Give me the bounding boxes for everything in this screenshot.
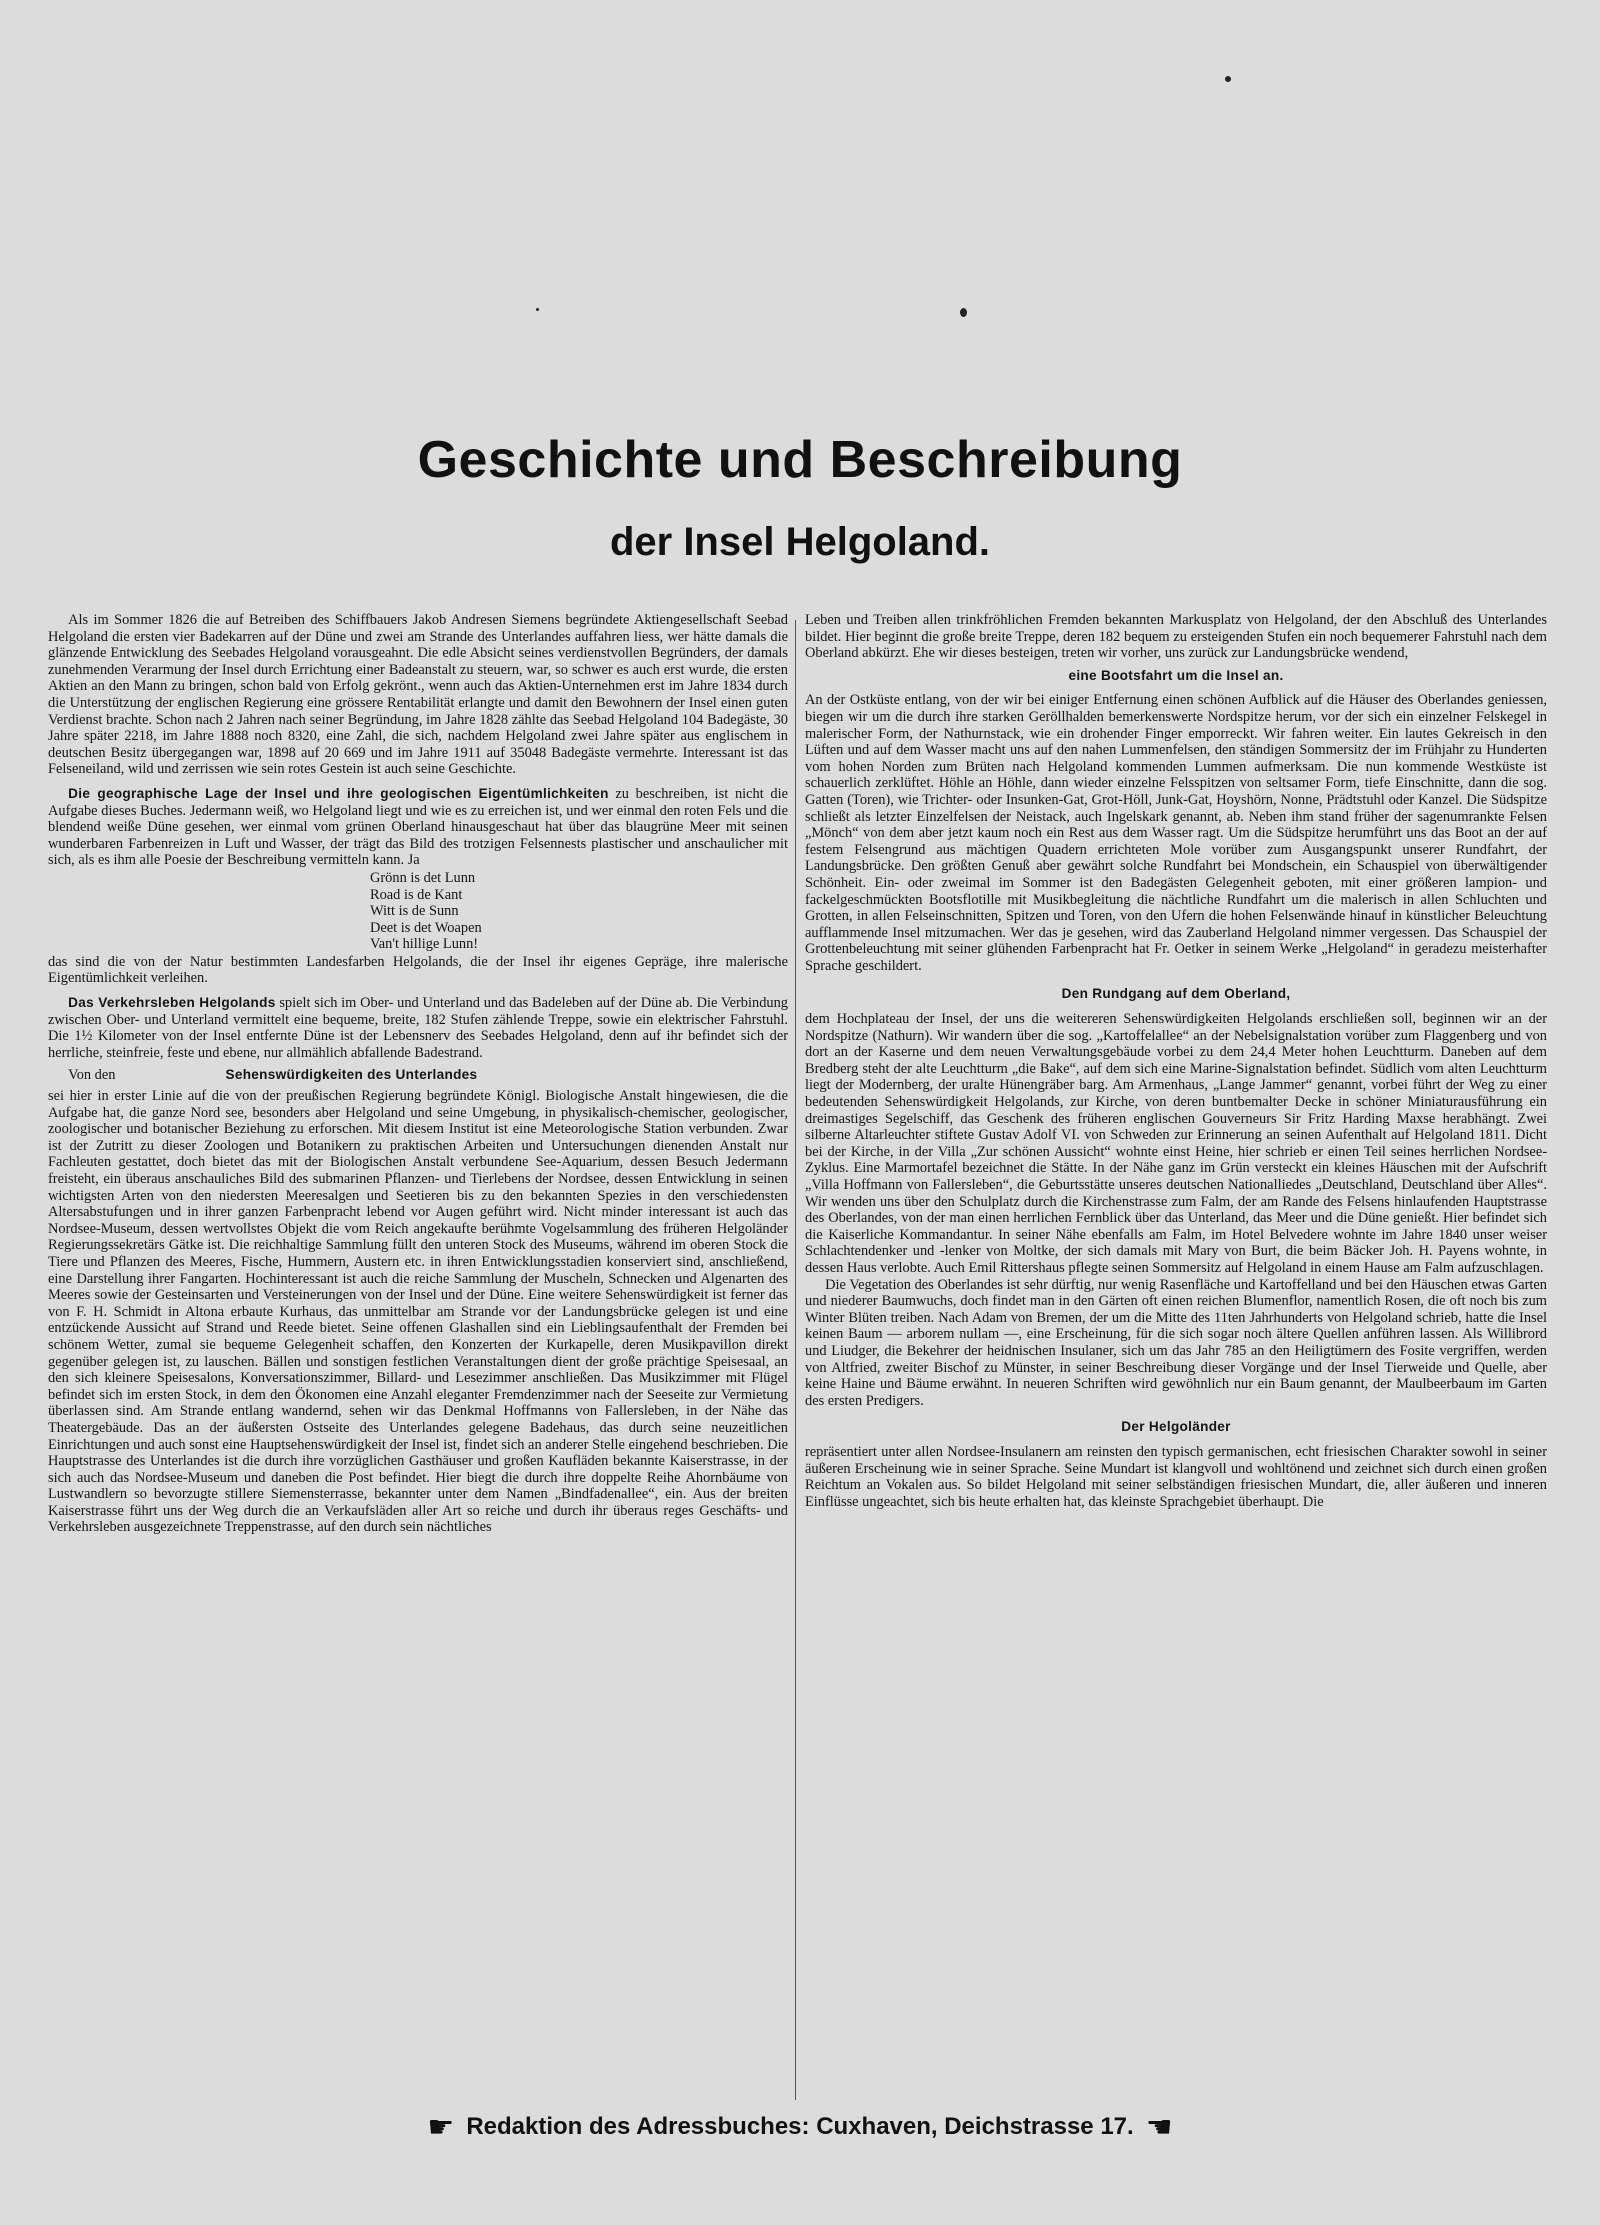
footer-line (0, 2110, 1600, 2145)
paragraph: das sind die von der Natur bestimmten Landesfarben Helgolands, die der Insel ihr eigenes Gepräge, ihre malerische Eigentümlichkeit verleihen. (48, 953, 788, 987)
verse-line: Van't hillige Lunn! (370, 936, 479, 953)
paragraph: Leben und Treiben allen trinkfröhlichen Fremden bekannten Markusplatz von Helgoland, der den Abschluß des Unterlandes bildet. Hier beginnt die große breite Treppe, deren 182 bequem zu ersteigenden Stufen ein noch bequemerer Fahrstuhl nach dem Oberland abkürzt. Ehe wir dieses besteigen, treten wir vorher, uns zurück zur Landungsbrücke wendend, (805, 612, 1547, 662)
paragraph-lead (48, 1067, 788, 1084)
section-heading: eine Bootsfahrt um die Insel an. (1068, 667, 1284, 683)
paragraph (48, 786, 788, 869)
column-divider (795, 620, 796, 2100)
paragraph: dem Hochplateau der Insel, der uns die weitereren Sehenswürdigkeiten Helgolands erschließen soll, beginnen wir an der Nordspitze (Nathurn). Wir wandern über die sog. „Kartoffelallee“ an der Nebelsignalstation vorüber zum Flaggenberg und von dort an der Kaserne und dem neuen Verwaltungsgebäude vorbei zu dem 24,4 Meter hohen Leuchtturm. Daneben auf dem Bredberg steht der alte Leuchtturm „die Bake“, auf dem sich eine Marine-Signalstation befindet. Südlich vom alten Leuchtturm liegt der Modernberg, der uralte Hünengräber barg. Am Armenhaus, „Lange Jammer“ genannt, vorbei führt der Weg zu einer bedeutenden Sehenswürdigkeit Helgolands, zur Kirche, von deren buntbemalter Decke in schöner Miniaturausführung ein dreimastiges Segelschiff, das Geschenk des früheren englischen Gouverneurs Sir Fritz Harding Maxse herabhängt. Zwei silberne Altarleuchter stiftete Gustav Adolf VI. von Schweden zur Erinnerung an seinen Aufenthalt auf Helgoland 1811. Dicht bei der Kirche, in der Villa „Zur schönen Aussicht“ wohnte einst Heine, hier schrieb er einen Teil seines herrlichen Nordsee-Zyklus. Eine Marmortafel bezeichnet die Stätte. In der Nähe ganz im Grün versteckt ein kleines Häuschen mit der Aufschrift „Villa Hoffmann von Fallersleben“, die Geburtsstätte unseres deutschen Nationalliedes „Deutschland, Deutschland über Alles“. Wir wenden uns über den Schulplatz durch die Kirchenstrasse zum Falm, der am Rande des Felsens hinlaufenden Hauptstrasse des Oberlandes, von der man einen herrlichen Fernblick über das Unterland, das Meer und die Düne genießt. Hier befindet sich die Kaiserliche Kommandantur. In seiner Nähe ebenfalls am Falm, im Hotel Belvedere wohnte im Jahre 1840 unser weiser Schlachtendenker und -lenker von Moltke, der sich damals mit Mary von Burt, die beim Bäcker Joh. H. Payens wohnte, in dessen Haus verlobte. Auch Emil Rittershaus pflegte seinen Sommersitz auf Helgoland in einem Hause am Falm aufzuschlagen. (805, 1011, 1547, 1276)
run-in-heading: Die geographische Lage der Insel und ihre geologischen Eigentümlichkeiten (68, 785, 609, 801)
paragraph-text: zu beschreiben, ist nicht die Aufgabe dieses Buches. Jedermann weiß, wo Helgoland liegt und wie es zu erreichen ist, und wer einmal den roten Fels und die blendend weiße Düne gesehen, wer einmal vom grünen Oberland hinausgeschaut hat über das blaugrüne Meer mit seinen wunderbaren Farbenreizen in Luft und Wasser, der trägt das Bild des trotzigen Felsennests plastischer und anschaulicher mit sich, als es ihm alle Poesie der Beschreibung vermitteln kann. Ja (48, 785, 788, 869)
pointing-hand-left-icon: ☚ (1145, 2111, 1173, 2144)
paragraph: repräsentiert unter allen Nordsee-Insulanern am reinsten den typisch germanischen, echt friesischen Charakter sowohl in seiner äußeren Erscheinung wie in seiner Sprache. Seine Mundart ist klangvoll und wohltönend und zeichnet sich durch einen großen Reichtum an Vokalen aus. So bildet Helgoland mit seiner selbständigen friesischen Mundart, die, aller äußeren und inneren Einflüsse ungeachtet, sich bis heute erhalten hat, das kleinste Sprachgebiet überhaupt. Die (805, 1443, 1547, 1510)
verse-line: Grönn is det Lunn (370, 869, 476, 886)
footer-text: Redaktion des Adressbuches: Cuxhaven, Deichstrasse 17. (466, 2112, 1134, 2140)
pointing-hand-right-icon: ☛ (427, 2111, 455, 2144)
lead-text: Von den (68, 1067, 116, 1084)
ink-speck (960, 308, 967, 317)
verse-line: Witt is de Sunn (370, 903, 459, 920)
verse-line: Deet is det Woapen (370, 919, 482, 936)
section-heading: Der Helgoländer (1121, 1419, 1231, 1435)
ink-speck (536, 308, 539, 311)
page-subtitle: der Insel Helgoland. (609, 520, 991, 564)
paragraph: Die Vegetation des Oberlandes ist sehr dürftig, nur wenig Rasenfläche und Kartoffelland und bei den Häuschen etwas Garten und niederer Baumwuchs, doch findet man in den Gärten oft einen reichen Blumenflor, namentlich Rosen, die oft noch bis zum Winter Blüten treiben. Nach Adam von Bremen, der um die Mitte des 11ten Jahrhunderts von Helgoland schrieb, hatte die Insel keinen Baum — arborem nullam —, eine Erscheinung, für die sich sogar noch ältere Quellen anführen lassen. Als Willibrord und Liudger, die Bekehrer der heidnischen Insulaner, sich um das Jahr 785 an den Heiligtümern des Fosite vergriffen, werden von Altfried, zweiter Bischof zu Münster, in seiner Beschreibung dieser Vorgänge und der Insel Tierweide und Quelle, aber keine Haine und Bäume erwähnt. In neueren Schriften wird gewöhnlich nur ein Baum genannt, der Maulbeerbaum im Garten des ersten Predigers. (805, 1276, 1547, 1409)
section-heading: Sehenswürdigkeiten des Unterlandes (225, 1067, 478, 1083)
paragraph (48, 995, 788, 1061)
right-column (805, 612, 1547, 2107)
paragraph-text: spielt sich im Ober- und Unterland und das Badeleben auf der Düne ab. Die Verbindung zwischen Ober- und Unterland vermittelt eine bequeme, breite, 182 Stufen zählende Treppe, sowie ein elektrischer Fahrstuhl. Die 1½ Kilometer von der Insel entfernte Düne ist der Lebensnerv des Seebades Helgoland, denn auf ihr befindet sich der herrliche, steinfreie, feste und ebene, nur allmählich abfallende Badestrand. (48, 995, 788, 1061)
verse-line: Road is de Kant (370, 886, 463, 903)
paragraph: Als im Sommer 1826 die auf Betreiben des Schiffbauers Jakob Andresen Siemens begründete Aktiengesellschaft Seebad Helgoland die ersten vier Badekarren auf der Düne und zwei am Strande des Unterlandes auffahren liess, wer hätte damals die glänzende Entwicklung des Seebades Helgoland vorausgeahnt. Die edle Absicht seines verdienstvollen Begründers, der damals zunehmenden Verarmung der Insel durch Errichtung einer Badeanstalt zu steuern, war, so schwer es auch erst wurde, die ersten Aktien an den Mann zu bringen, schon bald von Erfolg gekrönt., wenn auch das Aktien-Unternehmen erst im Jahre 1834 durch die Unterstützung der englischen Regierung eine grössere Rentabilität erlangte und damit den Bewohnern der Insel einen guten Verdienst brachte. Schon nach 2 Jahren nach seiner Begründung, im Jahre 1828 zählte das Seebad Helgoland 104 Badegäste, 30 Jahre später 2218, im Jahre 1888 noch 8320, eine Zahl, die sich, nachdem Helgoland zwei Jahre später aus englischem in deutschen Besitz übergegangen war, 1898 auf 20 669 und im Jahre 1911 auf 35048 Badegäste vermehrte. Interessant ist das Felseneiland, wild und zerrissen wie sein rotes Gestein ist auch seine Geschichte. (48, 612, 788, 778)
page-title: Geschichte und Beschreibung (417, 431, 1183, 489)
paragraph: sei hier in erster Linie auf die von der preußischen Regierung begründete Königl. Biologische Anstalt hingewiesen, die die Aufgabe hat, die ganze Nord see, besonders aber Helgoland und seine Umgebung, in physikalisch-chemischer, geologischer, zoologischer und botanischer Beziehung zu erforschen. Mit diesem Institut ist eine Meteorologische Station verbunden. Zwar ist der Zutritt zu dieser Zoologen und Botanikern zu praktischen Arbeiten und Untersuchungen dienenden Anstalt nur Fachleuten gestattet, doch bietet das mit der Biologischen Anstalt verbundene See-Aquarium, dessen Besuch Jedermann freisteht, ein überaus anschauliches Bild des submarinen Pflanzen- und Tierlebens der Nordsee, dessen Entwicklung in seinen wichtigsten Arten von den niedersten Meeresalgen und Seetieren bis zu den bekannten Spezies in den verschiedensten Altersabstufungen und in ihrer ganzen Farbenpracht lebend vor Augen geführt wird. Nicht minder interessant ist auch das Nordsee-Museum, dessen wertvollstes Objekt die vom Reich angekaufte berühmte Vogelsammlung des früheren Helgoländer Regierungssekretärs Gätke ist. Die reichhaltige Sammlung füllt den unteren Stock des Museums, während im oberen Stock die Tiere und Pflanzen des Meeres, Fische, Hummern, Austern etc. in ihren Entwicklungsstadien konserviert sind, anschließend, eine Darstellung ihrer Fangarten. Hochinteressant ist auch die reiche Sammlung der Muscheln, Schnecken und Algenarten des Meeres sowie der Gesteinsarten und Versteinerungen von der Insel und der Düne. Eine weitere Sehenswürdigkeit ist ferner das von F. H. Schmidt in Altona erbaute Kurhaus, das unmittelbar am Strande vor der Landungsbrücke gelegen ist und eine entzückende Aussicht auf Strand und Reede bietet. Seine offenen Glashallen sind ein Lieblingsaufenthalt der Fremden bei schönem Wetter, zumal sie bequeme Gelegenheit schaffen, den Konzerten der Kurkapelle, deren Musikpavillon direkt gegenüber gelegen ist, zu lauschen. Bällen und sonstigen festlichen Veranstaltungen dient der große prächtige Speisesaal, an den sich kleinere Speisesalons, Konversationszimmer, Billard- und Lesezimmer anschließen. Das Musikzimmer mit Flügel befindet sich im ersten Stock, in dem den Ökonomen eine Anzahl eleganter Fremdenzimmer nach der Seeseite zur Vermietung überlassen sind. Am Strande entlang wandernd, sehen wir das Denkmal Hoffmanns von Fallersleben, in der Nähe das Theatergebäude. Das an der äußersten Ostseite des Unterlandes gelegene Badehaus, das durch seine neuzeitlichen Einrichtungen und auch sonst eine Hauptsehenswürdigkeit der Insel ist, findet sich an anderer Stelle eingehend beschrieben. Die Hauptstrasse des Unterlandes ist die durch ihre vorzüglichen Gasthäuser und großen Kaufläden bekannte Kaiserstrasse, in der sich auch das Nordsee-Museum und daneben die Post befindet. Hier biegt die durch ihre doppelte Reihe Ahornbäume von Lustwandlern so bevorzugte stillere Siemensterrasse, bekannter unter dem Namen „Bindfadenallee“, ein. Aus der breiten Kaiserstrasse führt uns der Weg durch die an Verkaufsläden aller Art so reiche und durch ihr überaus reges Geschäfts- und Verkehrsleben ausgezeichnete Treppenstrasse, auf den durch sein nächtliches (48, 1088, 788, 1536)
run-in-heading: Das Verkehrsleben Helgolands (68, 995, 276, 1011)
ink-speck (1225, 76, 1231, 82)
verse (48, 870, 788, 953)
paragraph: An der Ostküste entlang, von der wir bei einiger Entfernung einen schönen Aufblick auf die Häuser des Oberlandes geniessen, biegen wir um die durch ihre starken Geröllhalden bemerkenswerte Nordspitze herum, vor der sich ein einzelner Felskegel in malerischer Form, der Nathurnstack, wie ein drohender Finger emporreckt. Wir fahren weiter. Ein lautes Gekreisch in den Lüften und auf dem Wasser macht uns auf den nahen Lummenfelsen, den ständigen Sommersitz der im Frühjahr zu Hunderten vom hohen Norden zum Brüten nach Helgoland kommenden Lummen aufmerksam. Die nun kommende Westküste ist schauerlich zerklüftet. Höhle an Höhle, dann wieder einzelne Felsspitzen von seltsamer Form, tiefe Einschnitte, dann die sog. Gatten (Toren), wie Trichter- oder Insunken-Gat, Grot-Höll, Junk-Gat, Hoyshörn, Nonne, Prädtstuhl oder Kanzel. Die Südspitze schließt als letzter Einzelfelsen der Neistack, auch Ingelskark genannt, ab. Neben ihm stand früher der sagenumrankte Felsen „Mönch“ von dem aber jetzt kaum noch ein Rest aus dem Wasser ragt. Um die Südspitze herumführt uns das Boot an der auf festem Felsengrund aus mächtigen Quadern errichteten Mole vorüber zum Ausgangspunkt unserer Rundfahrt, der Landungsbrücke. Den größten Genuß aber gewährt solche Rundfahrt bei Mondschein, ein Schauspiel von überwältigender Schönheit. Ein- oder zweimal im Sommer ist den Badegästen Gelegenheit geboten, mit einer größeren lampion- und fackelgeschmückten Bootsflotille mit Musikbegleitung die nächtliche Rundfahrt um die malerisch in allen Schluchten und Grotten, in allen Felseinschnitten, Spitzen und Toren, von den Ufern die hohen Felsenwände hinauf in künstlicher Beleuchtung aufflammende Insel mitzumachen. Wer das je gesehen, wird das Zauberland Helgoland nimmer vergessen. Das Schauspiel der Grottenbeleuchtung mit seiner glühenden Farbenpracht hat Fr. Oetker in seinem Werke „Helgoland“ in geradezu meisterhafter Sprache geschildert. (805, 692, 1547, 974)
section-heading: Den Rundgang auf dem Oberland, (1061, 986, 1291, 1002)
left-column (48, 612, 788, 2107)
